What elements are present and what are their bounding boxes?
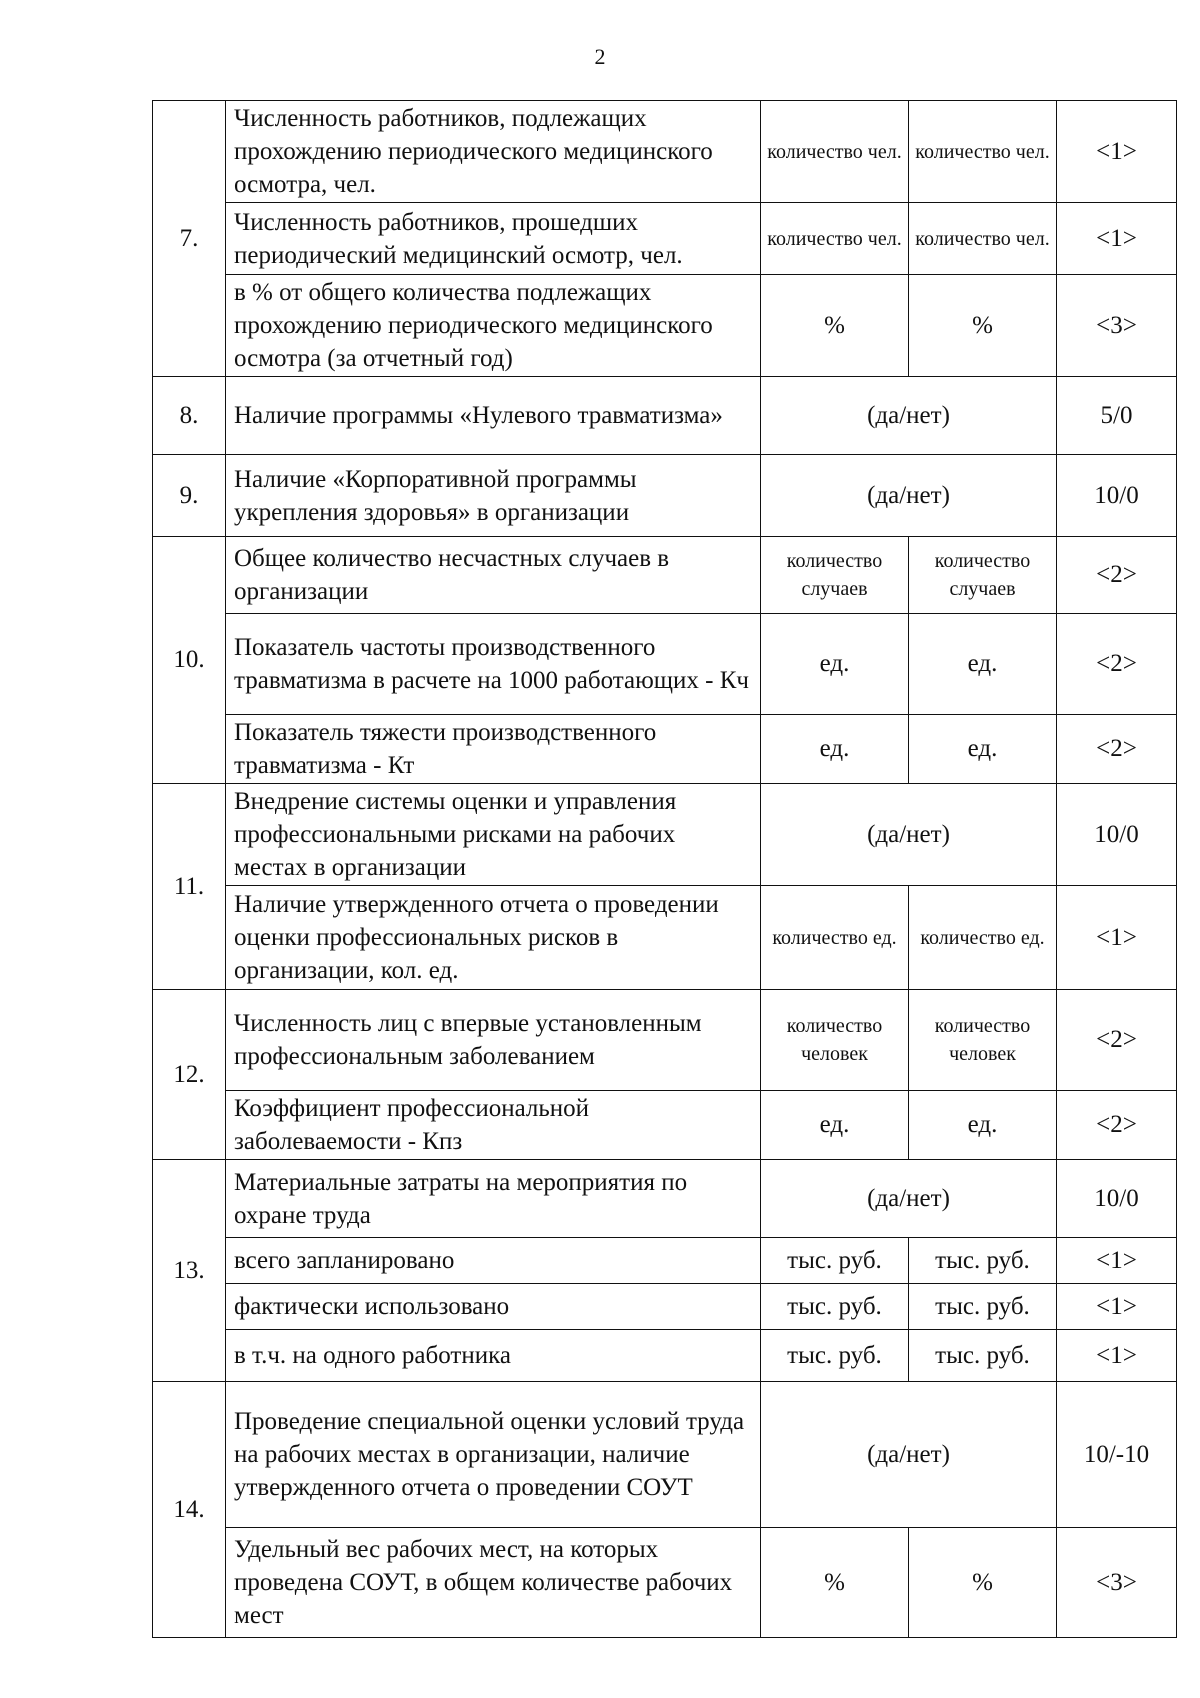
row-number: 9. bbox=[153, 455, 226, 537]
indicator-text: в т.ч. на одного работника bbox=[226, 1330, 761, 1382]
indicator-text: Удельный вес рабочих мест, на которых проведена СОУТ, в общем количестве рабочих мест bbox=[226, 1528, 761, 1638]
table-row bbox=[153, 275, 1177, 377]
indicator-text: Численность работников, прошедших периодический медицинский осмотр, чел. bbox=[226, 203, 761, 275]
row-number: 14. bbox=[153, 1382, 226, 1638]
indicator-text: Наличие программы «Нулевого травматизма» bbox=[226, 377, 761, 455]
unit-cell: тыс. руб. bbox=[761, 1284, 909, 1330]
score-cell: 10/0 bbox=[1057, 455, 1177, 537]
unit-cell: тыс. руб. bbox=[909, 1238, 1057, 1284]
unit-cell: % bbox=[761, 275, 909, 377]
indicator-text: Коэффициент профессиональной заболеваемости - Кпз bbox=[226, 1091, 761, 1160]
indicator-text: фактически использовано bbox=[226, 1284, 761, 1330]
unit-cell: (да/нет) bbox=[761, 1382, 1057, 1528]
indicator-text: Материальные затраты на мероприятия по охране труда bbox=[226, 1160, 761, 1238]
table-row bbox=[153, 377, 1177, 455]
score-cell: <3> bbox=[1057, 275, 1177, 377]
unit-cell: количество чел. bbox=[761, 101, 909, 203]
unit-cell: тыс. руб. bbox=[909, 1330, 1057, 1382]
unit-cell: количество человек bbox=[909, 990, 1057, 1091]
unit-cell: ед. bbox=[761, 1091, 909, 1160]
unit-cell: количество человек bbox=[761, 990, 909, 1091]
score-cell: <3> bbox=[1057, 1528, 1177, 1638]
unit-cell: (да/нет) bbox=[761, 1160, 1057, 1238]
table-row bbox=[153, 1091, 1177, 1160]
unit-cell: % bbox=[909, 1528, 1057, 1638]
unit-cell: ед. bbox=[909, 614, 1057, 715]
score-cell: <1> bbox=[1057, 101, 1177, 203]
indicator-text: всего запланировано bbox=[226, 1238, 761, 1284]
score-cell: 10/-10 bbox=[1057, 1382, 1177, 1528]
unit-cell: количество ед. bbox=[909, 886, 1057, 990]
score-cell: <2> bbox=[1057, 614, 1177, 715]
page-number: 2 bbox=[594, 44, 606, 69]
indicators-table bbox=[152, 100, 1177, 1638]
unit-cell: (да/нет) bbox=[761, 377, 1057, 455]
row-number: 10. bbox=[153, 537, 226, 784]
indicator-text: Внедрение системы оценки и управления профессиональными рисками на рабочих местах в организации bbox=[226, 784, 761, 886]
table-row bbox=[153, 1284, 1177, 1330]
indicator-text: Численность лиц с впервые установленным профессиональным заболеванием bbox=[226, 990, 761, 1091]
score-cell: <2> bbox=[1057, 715, 1177, 784]
indicator-text: Наличие «Корпоративной программы укрепления здоровья» в организации bbox=[226, 455, 761, 537]
score-cell: <2> bbox=[1057, 1091, 1177, 1160]
unit-cell: количество чел. bbox=[761, 203, 909, 275]
table-row bbox=[153, 886, 1177, 990]
indicator-text: Наличие утвержденного отчета о проведении оценки профессиональных рисков в организации, кол. ед. bbox=[226, 886, 761, 990]
table-row bbox=[153, 1330, 1177, 1382]
score-cell: 10/0 bbox=[1057, 784, 1177, 886]
unit-cell: количество ед. bbox=[761, 886, 909, 990]
unit-cell: ед. bbox=[761, 614, 909, 715]
indicator-text: Общее количество несчастных случаев в организации bbox=[226, 537, 761, 614]
unit-cell: ед. bbox=[909, 715, 1057, 784]
table-row bbox=[153, 455, 1177, 537]
unit-cell: тыс. руб. bbox=[761, 1330, 909, 1382]
score-cell: <1> bbox=[1057, 1284, 1177, 1330]
row-number: 7. bbox=[153, 101, 226, 377]
table-row bbox=[153, 537, 1177, 614]
table-row bbox=[153, 784, 1177, 886]
score-cell: 5/0 bbox=[1057, 377, 1177, 455]
table-row bbox=[153, 1528, 1177, 1638]
unit-cell: тыс. руб. bbox=[909, 1284, 1057, 1330]
table-row bbox=[153, 1382, 1177, 1528]
row-number: 12. bbox=[153, 990, 226, 1160]
unit-cell: количество случаев bbox=[909, 537, 1057, 614]
score-cell: <2> bbox=[1057, 537, 1177, 614]
table-row bbox=[153, 1238, 1177, 1284]
score-cell: <1> bbox=[1057, 203, 1177, 275]
unit-cell: количество случаев bbox=[761, 537, 909, 614]
table-row bbox=[153, 990, 1177, 1091]
score-cell: <1> bbox=[1057, 1238, 1177, 1284]
row-number: 8. bbox=[153, 377, 226, 455]
table-row bbox=[153, 614, 1177, 715]
table-row bbox=[153, 715, 1177, 784]
unit-cell: тыс. руб. bbox=[761, 1238, 909, 1284]
table-row bbox=[153, 1160, 1177, 1238]
indicator-text: Проведение специальной оценки условий труда на рабочих местах в организации, наличие утвержденного отчета о проведении СОУТ bbox=[226, 1382, 761, 1528]
indicator-text: в % от общего количества подлежащих прохождению периодического медицинского осмотра (за отчетный год) bbox=[226, 275, 761, 377]
row-number: 11. bbox=[153, 784, 226, 990]
indicator-text: Показатель тяжести производственного травматизма - Кт bbox=[226, 715, 761, 784]
unit-cell: количество чел. bbox=[909, 101, 1057, 203]
unit-cell: % bbox=[909, 275, 1057, 377]
score-cell: <1> bbox=[1057, 886, 1177, 990]
indicator-text: Показатель частоты производственного травматизма в расчете на 1000 работающих - Кч bbox=[226, 614, 761, 715]
table-row bbox=[153, 203, 1177, 275]
score-cell: <2> bbox=[1057, 990, 1177, 1091]
table-row bbox=[153, 101, 1177, 203]
unit-cell: ед. bbox=[909, 1091, 1057, 1160]
unit-cell: % bbox=[761, 1528, 909, 1638]
indicator-text: Численность работников, подлежащих прохождению периодического медицинского осмотра, чел. bbox=[226, 101, 761, 203]
unit-cell: (да/нет) bbox=[761, 784, 1057, 886]
unit-cell: ед. bbox=[761, 715, 909, 784]
unit-cell: количество чел. bbox=[909, 203, 1057, 275]
score-cell: 10/0 bbox=[1057, 1160, 1177, 1238]
unit-cell: (да/нет) bbox=[761, 455, 1057, 537]
score-cell: <1> bbox=[1057, 1330, 1177, 1382]
row-number: 13. bbox=[153, 1160, 226, 1382]
